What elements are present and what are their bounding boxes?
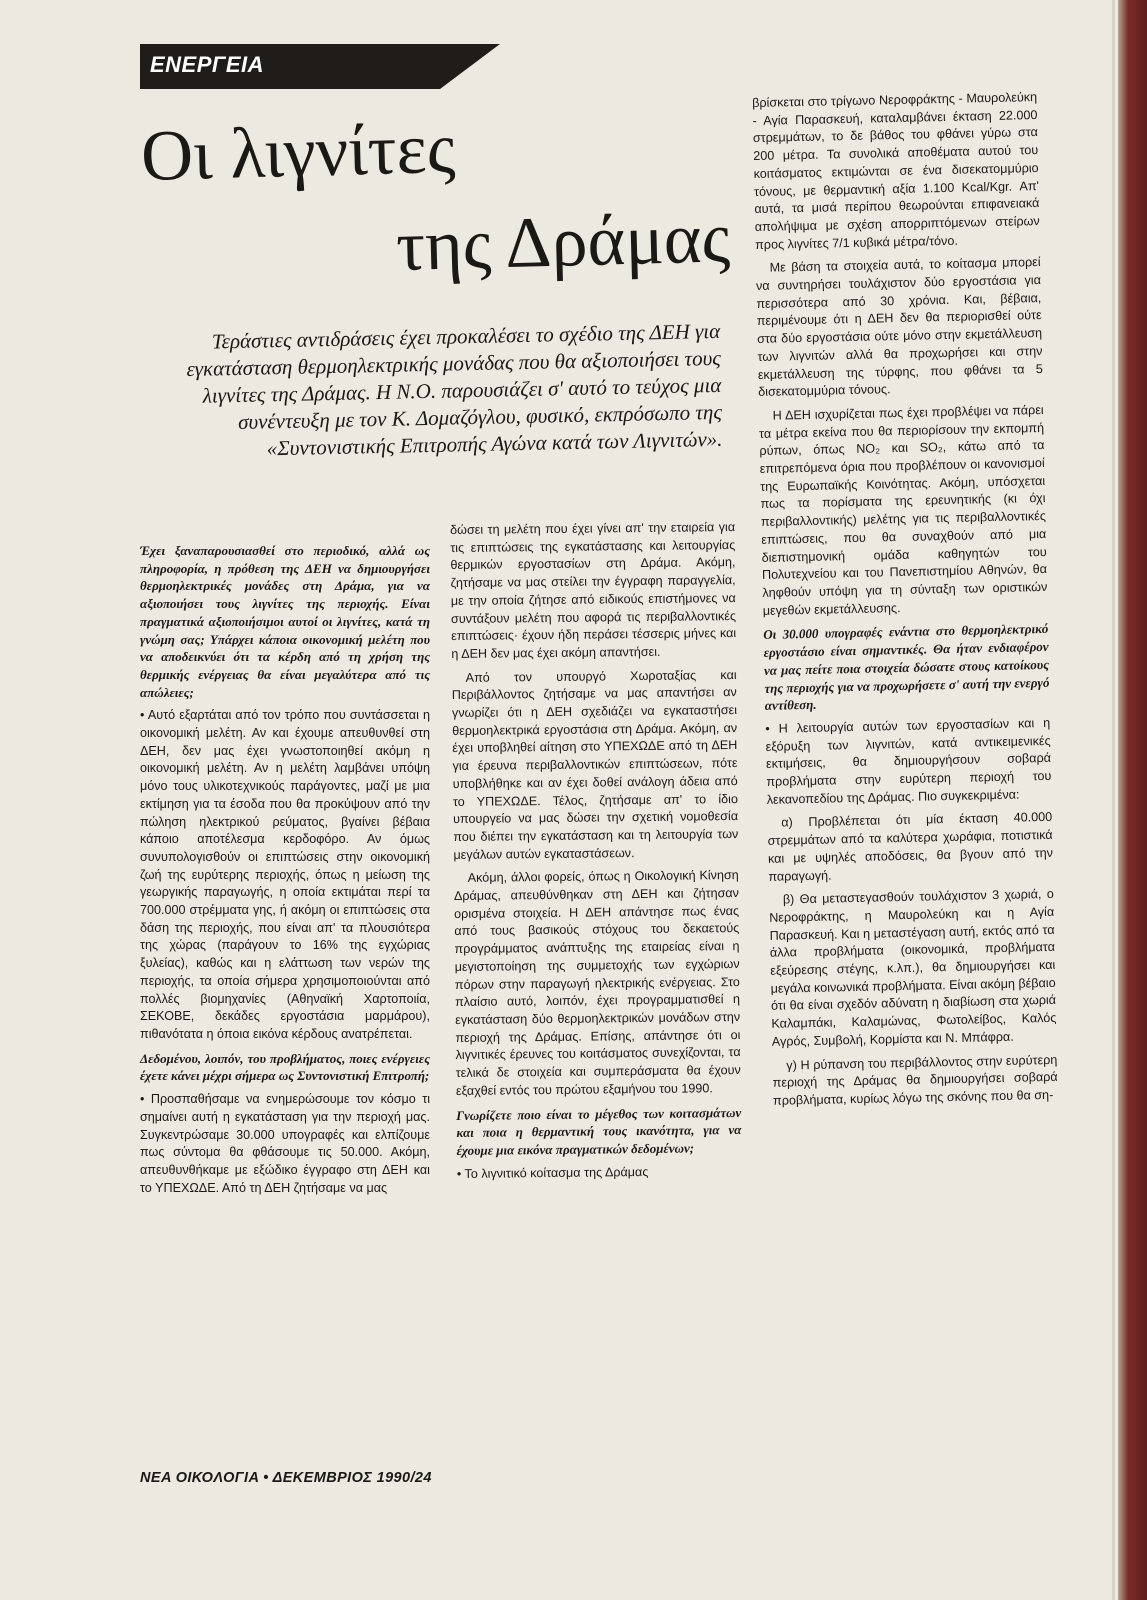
article-lead: Τεράστιες αντιδράσεις έχει προκαλέσει το σχέδιο της ΔΕΗ για εγκατάσταση θερμοηλεκτρικής μονάδας που θα αξιοποιήσει τους λιγνίτες της Δράμας. Η Ν.Ο. παρουσιάζει σ' αυτό το τεύχος μια συνέντευξη με τον Κ. Δομαζόγλου, φυσικό, εκπρόσωπο της «Συντονιστικής Επιτροπής Αγώνα κατά των Λιγνιτών».: [186, 318, 723, 461]
answer-paragraph: • Η λειτουργία αυτών των εργοστασίων και η εξόρυξη των λιγνιτών, κατά αντικειμενικές εκτιμήσεις, θα δημιουργήσουν σοβαρά προβλήματα στην ευρύτερη περιοχή του λεκανοπεδίου της Δράμας. Πιο συγκεκριμένα:: [765, 715, 1052, 807]
answer-paragraph: β) Θα μεταστεγασθούν τουλάχιστον 3 χωριά, ο Νεροφράκτης, η Μαυρολεύκη και η Αγία Παρασκευή. Και η μεταστέγαση αυτή, εκτός από τα άλλα προβλήματα (οικονομικά, προβλήματα εξεύρεσης στέγης, κ.λπ.), θα δημιουργήσει και μεγάλα κοινωνικά προβλήματα. Είναι ακόμη βέβαιο ότι θα είναι σχεδόν αδύνατη η διαβίωση στα χωριά Καλαμπάκι, Καλαμώνας, Φωτολείβος, Καλός Αγρός, Συμβολή, Κορμίστα και Ν. Μπάφρα.: [769, 887, 1057, 1049]
section-banner: [140, 44, 500, 89]
answer-paragraph: • Αυτό εξαρτάται από τον τρόπο που συντάσσεται η οικονομική μελέτη. Αν και έχουμε απευθυνθεί στη ΔΕΗ, δεν μας έχει γνωστοποιηθεί ακόμη η οικονομική μελέτη. Αν η μελέτη λαμβάνει υπόψη μόνο τους υλικοτεχνικούς παράγοντες, μαζί με μια εκτίμηση για τα έσοδα που θα προκύψουν από την πώληση ηλεκτρικού ρεύματος, βγαίνει βέβαια κάποιο αποτέλεσμα κερδοφόρο. Αν όμως συνυπολογισθούν οι επιπτώσεις στην οικονομική ζωή της ευρύτερης περιοχής, όπως η μείωση της γεωργικής παραγωγής, η οποία εκτιμάται περί τα 700.000 στρέμματα γης, ή ακόμη οι επιπτώσεις στα δάση της περιοχής, που είναι απ' τα πλουσιότερα της χώρας (παράγουν το 16% της εγχώριας ξυλείας), καθώς και η ελάττωση των νερών της περιοχής, τα οποία σήμερα χρησιμοποιούνται από πολλές βιομηχανίες (Αθηναϊκή Χαρτοποιία, ΣΕΚΟΒΕ, δεκάδες εργοστάσια μαρμάρου), πιθανότατα η όποια εικόνα κέρδους ανατρέπεται.: [140, 708, 430, 1041]
answer-paragraph: Με βάση τα στοιχεία αυτά, το κοίτασμα μπορεί να συντηρήσει τουλάχιστον δύο εργοστάσια για περισσότερα από 30 χρόνια. Και, βέβαια, περιμένουμε ότι η ΔΕΗ δεν θα περιορισθεί ούτε στα δύο εργοστάσια ούτε μόνο στην εκμετάλλευση των λιγνιτών αλλά θα προχωρήσει και στην εκμετάλλευση της τύρφης, που φθάνει τα 5 δισεκατομμύρια τόνους.: [755, 255, 1043, 400]
answer-paragraph: α) Προβλέπεται ότι μία έκταση 40.000 στρεμμάτων από τα καλύτερα χωράφια, ποτιστικά και με υψηλές αποδόσεις, θα βγουν από την παραγωγή.: [767, 810, 1054, 884]
question-paragraph: Οι 30.000 υπογραφές ενάντια στο θερμοηλεκτρικό εργοστάσιο είναι σημαντικές. Θα ήταν ενδιαφέρον να μας πείτε ποια στοιχεία δώσατε στους κατοίκους της περιοχής για να προχωρήσετε σ' αυτή την ενεργό αντίθεση.: [763, 621, 1050, 714]
question-paragraph: Έχει ξαναπαρουσιασθεί στο περιοδικό, αλλά ως πληροφορία, η πρόθεση της ΔΕΗ να δημιουργήσει θερμοηλεκτρικές μονάδες στη Δράμα, για να αξιοποιήσει τους λιγνίτες της περιοχής. Είναι πραγματικά αξιοποιήσιμοι αυτοί οι λιγνίτες, κατά τη γνώμη σας; Υπάρχει κάποια οικονομική μελέτη που να αποδεικνύει ότι τα κέρδη από τη χρήση της θερμικής ενέργειας θα είναι μεγαλύτερα από τις απώλειες;: [140, 543, 430, 700]
text-column-1: [140, 542, 430, 1203]
section-label: ΕΝΕΡΓΕΙΑ: [150, 52, 264, 77]
article-title-line-2: της Δράμας: [395, 197, 731, 286]
answer-paragraph: βρίσκεται στο τρίγωνο Νεροφράκτης - Μαυρολεύκη - Αγία Παρασκευή, καταλαμβάνει έκταση 22.000 στρεμμάτων, το δε βάθος του φθάνει γύρω στα 200 μέτρα. Τα συνολικά αποθέματα αυτού του κοιτάσματος εκτιμώνται σε ένα δισεκατομμύριο τόνους, με θερμαντική αξία 1.100 Kcal/Kgr. Απ' αυτά, τα μισά περίπου θεωρούνται επιφανειακά απολήψιμα με σχέση απορριπτόμενων στείρων προς λιγνίτες 7/1 κυβικά μέτρα/τόνο.: [752, 90, 1040, 252]
answer-paragraph: δώσει τη μελέτη που έχει γίνει απ' την εταιρεία για τις επιπτώσεις της εγκατάστασης και λειτουργίας θερμικών εργοστασίων στη Δράμα. Ακόμη, ζητήσαμε να μας στείλει την έγγραφη παραγγελία, με την οποία ζήτησε από ειδικούς επιστήμονες να συντάξουν μελέτη που αφορά τις περιβαλλοντικές επιπτώσεις· έχουν ήδη περάσει τέσσερις μήνες και η ΔΕΗ δεν μας έχει ακόμη απαντήσει.: [450, 520, 737, 661]
answer-paragraph: • Το λιγνιτικό κοίτασμα της Δράμας: [456, 1164, 649, 1181]
answer-paragraph: γ) Η ρύπανση του περιβάλλοντος στην ευρύτερη περιοχή της Δράμας θα δημιουργήσει σοβαρά προβλήματα, κυρίως λόγω της σκόνης που θα ση-: [772, 1052, 1058, 1108]
answer-paragraph: • Προσπαθήσαμε να ενημερώσουμε τον κόσμο τι σημαίνει αυτή η εγκατάσταση για την περιοχή μας. Συγκεντρώσαμε 30.000 υπογραφές και ελπίζουμε πως σύντομα θα φθάσουμε τις 50.000. Ακόμη, απευθυνθήκαμε με εξώδικο έγγραφο στη ΔΕΗ και το ΥΠΕΧΩΔΕ. Από τη ΔΕΗ ζητήσαμε να μας: [140, 1092, 430, 1195]
text-column-3: [752, 89, 1058, 1116]
book-binding: [1118, 0, 1147, 1600]
article-title-line-1: Οι λιγνίτες: [140, 107, 457, 196]
answer-paragraph: Η ΔΕΗ ισχυρίζεται πως έχει προβλέψει να πάρει τα μέτρα εκείνα που θα περιορίσουν την εκπομπή ρύπων, όπως NO₂ και SO₂, κάτω από τα επιτρεπόμενα όρια που προβλέπουν οι κανονισμοί της Ευρωπαϊκής Κοινότητας. Ακόμη, υπόσχεται πως τα πορίσματα της ερευνητικής (κι όχι περιβαλλοντικής) μελέτης για τις περιβαλλοντικές επιπτώσεις, που θα συναχθούν από μια διεπιστημονική ομάδα καθηγητών του Πολυτεχνείου και του Πανεπιστημίου Αθηνών, θα ληφθούν υπόψη για τη σύνταξη των οριστικών μεγεθών εκμετάλλευσης.: [758, 402, 1048, 618]
question-paragraph: Γνωρίζετε ποιο είναι το μέγεθος των κοιτασμάτων και ποια η θερμαντική τους ικανότητα, για να έχουμε μια εικόνα πραγματικών δεδομένων;: [456, 1104, 742, 1158]
answer-paragraph: Ακόμη, άλλοι φορείς, όπως η Οικολογική Κίνηση Δράμας, απευθύνθηκαν στη ΔΕΗ και ζήτησαν ορισμένα στοιχεία. Η ΔΕΗ απάντησε πως ένας από τους βασικούς στόχους του δεκαετούς προγράμματος ανάπτυξης της εταιρείας είναι η μεγιστοποίηση της συμμετοχής των εγχώριων πόρων στην παραγωγή ηλεκτρικής ενέργειας. Στο πλαίσιο αυτό, λοιπόν, έχει προγραμματισθεί η εγκατάσταση δύο θερμοηλεκτρικών μονάδων στην περιοχή της Δράμας. Επίσης, απάντησε ότι οι λιγνιτικές έρευνες του κοιτάσματος συνεχίζονται, τα τελικά δε στοιχεία και συμπεράσματα θα έχουν εξαχθεί εντός του πρώτου εξαμήνου του 1990.: [453, 868, 741, 1098]
answer-paragraph: Από τον υπουργό Χωροταξίας και Περιβάλλοντος ζητήσαμε να μας απαντήσει αν γνωρίζει ότι η ΔΕΗ σχεδιάζει να εγκαταστήσει θερμοηλεκτρικά εργοστάσια στη Δράμα. Ακόμη, αν έχει υποβληθεί αίτηση στο ΥΠΕΧΩΔΕ από τη ΔΕΗ για έρευνα περιβαλλοντικών επιπτώσεων, πότε υποβλήθηκε και αν έχει δοθεί ανάλογη άδεια από το ΥΠΕΧΩΔΕ. Τέλος, ζητήσαμε απ' το ίδιο υπουργείο να μας δώσει την σχετική νομοθεσία που διέπει την εγκατάσταση και τη λειτουργία των μεγάλων αυτών εγκαταστάσεων.: [451, 667, 739, 862]
question-paragraph: Δεδομένου, λοιπόν, του προβλήματος, ποιες ενέργειες έχετε κάνει μέχρι σήμερα ως Συντονιστική Επιτροπή;: [140, 1050, 430, 1084]
text-column-2: [450, 519, 742, 1189]
page-footer: ΝΕΑ ΟΙΚΟΛΟΓΙΑ • ΔΕΚΕΜΒΡΙΟΣ 1990/24: [140, 1470, 432, 1486]
page-edge: [1112, 0, 1115, 1600]
